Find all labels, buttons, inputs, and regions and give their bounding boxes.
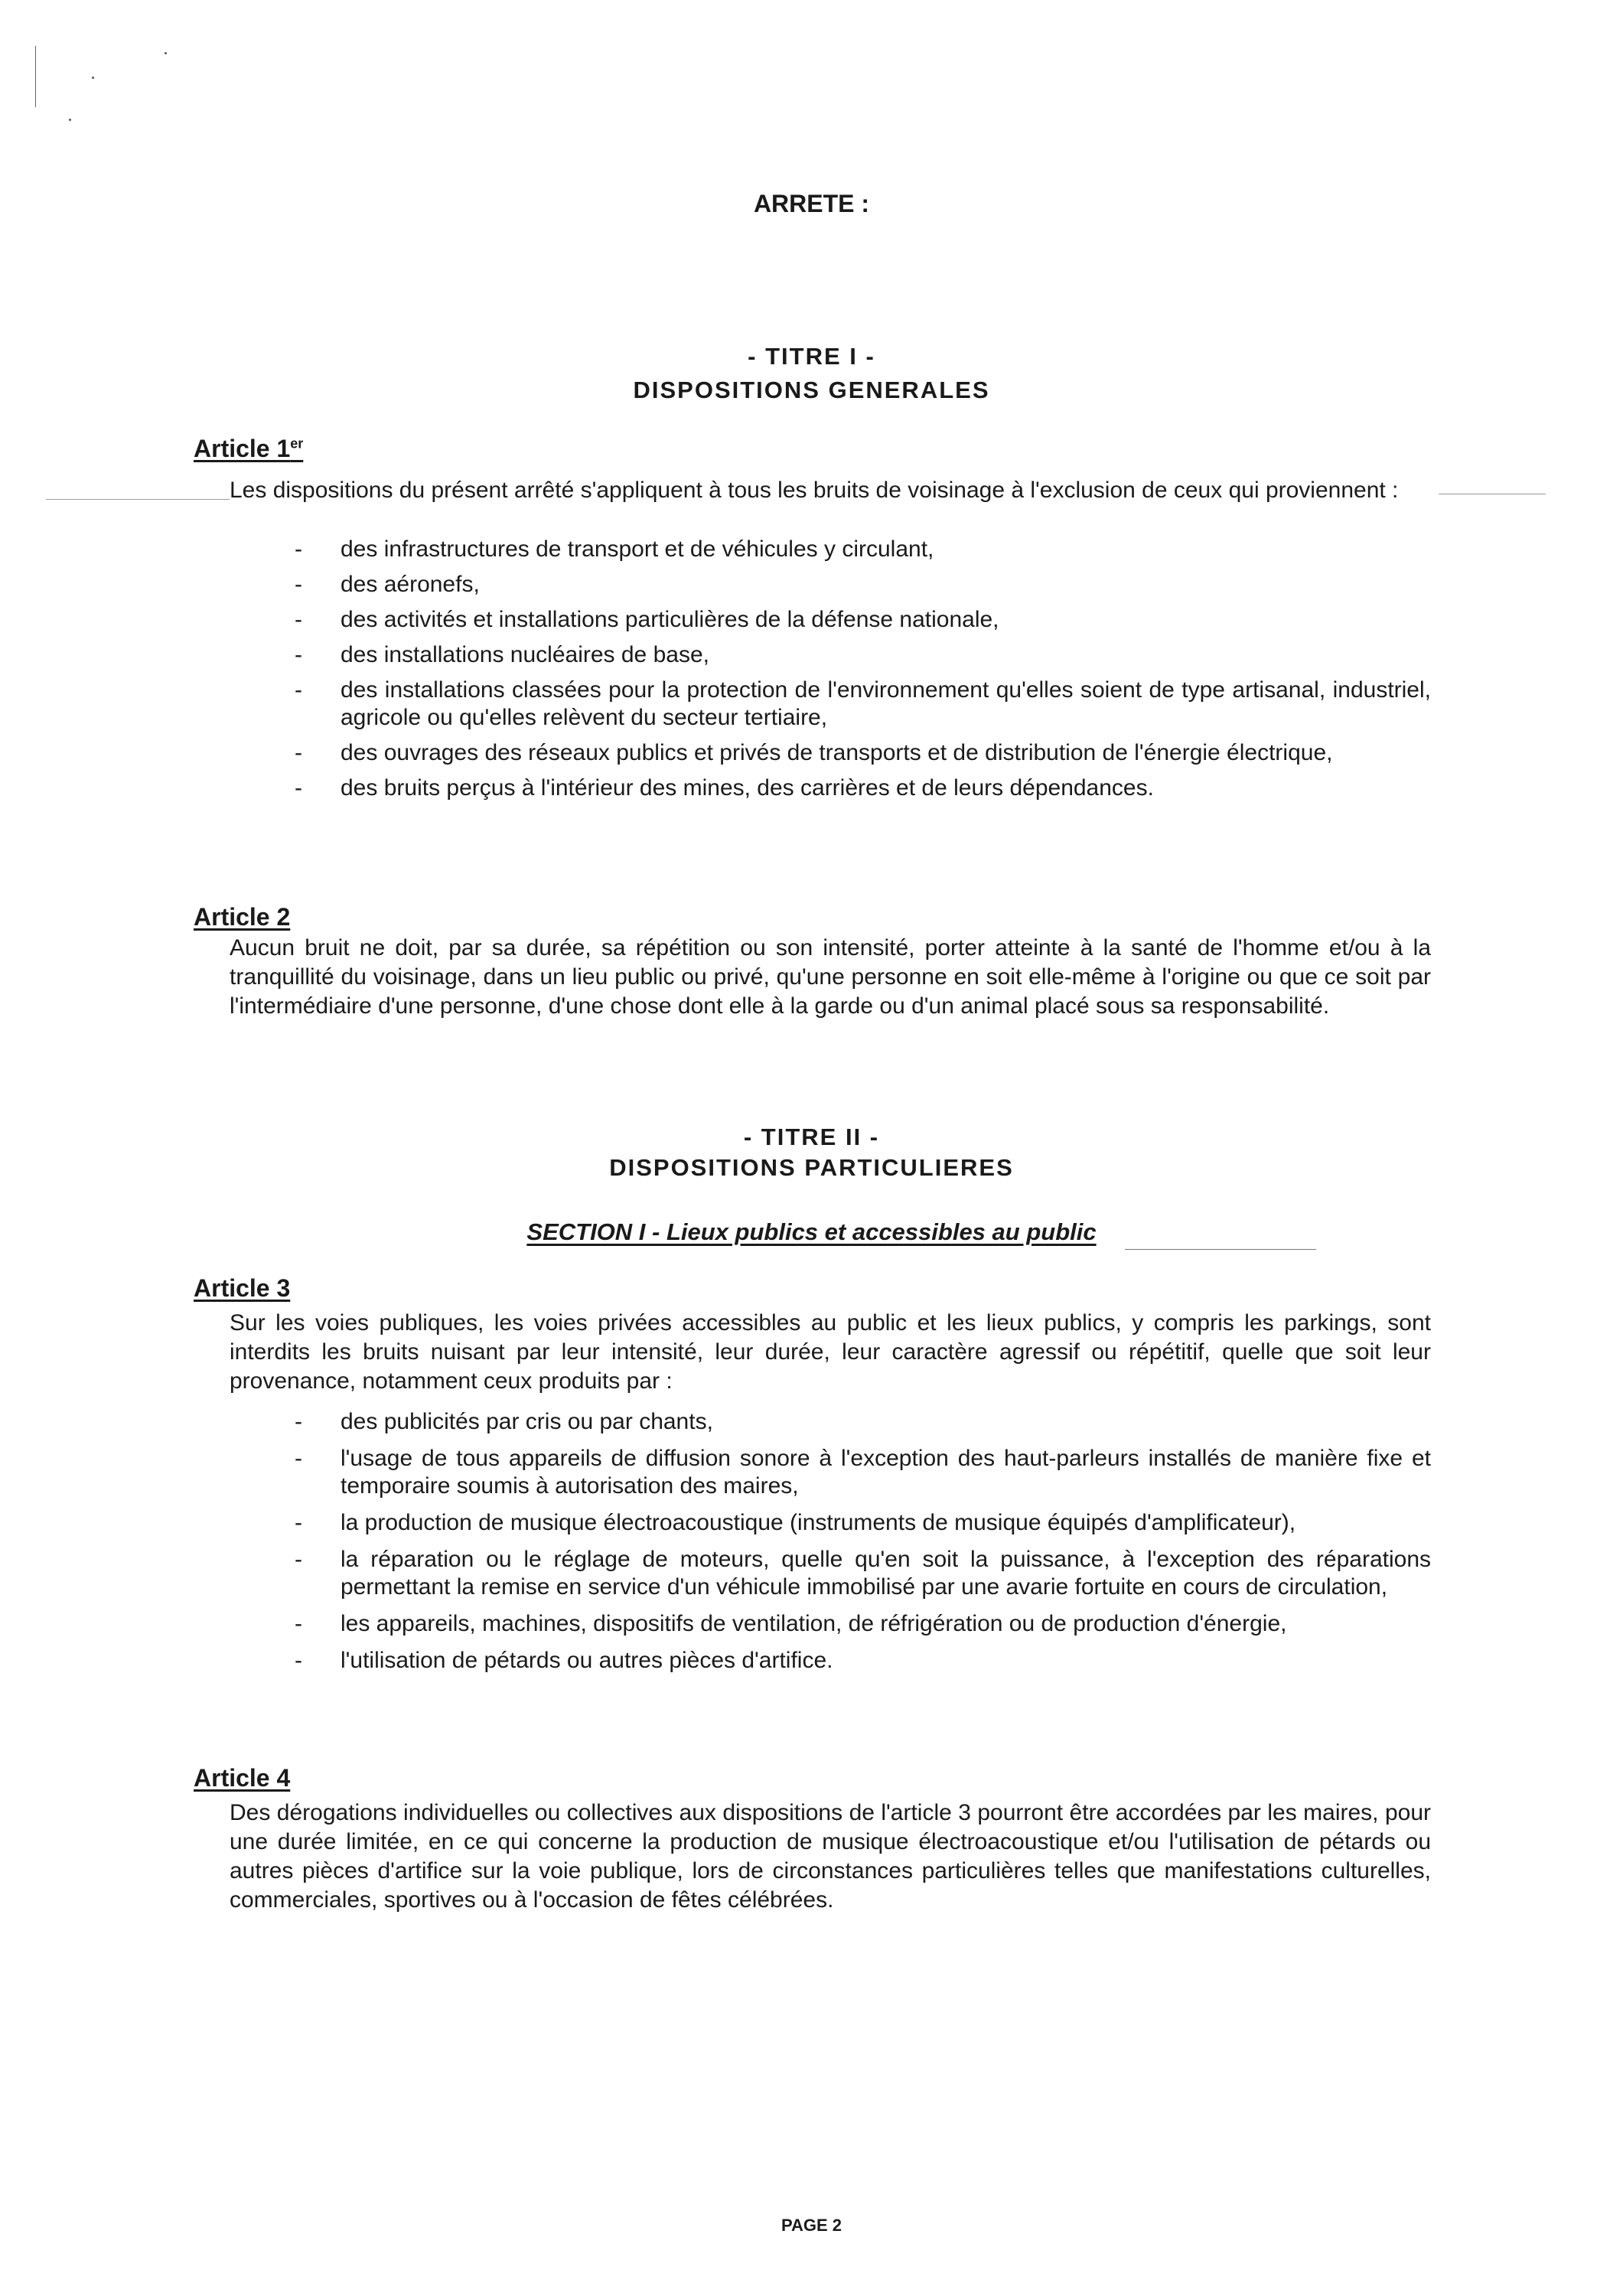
list-item-text: l'utilisation de pétards ou autres pièces d'artifice. bbox=[341, 1648, 833, 1673]
titre-2-label: - TITRE II - bbox=[743, 1124, 880, 1150]
list-dash: - bbox=[295, 1510, 302, 1535]
list-item-text: des installations nucléaires de base, bbox=[341, 642, 709, 667]
article-4-heading: Article 4 bbox=[194, 1764, 291, 1792]
list-dash: - bbox=[295, 607, 302, 632]
list-item bbox=[230, 536, 1431, 563]
document-title: ARRETE : bbox=[753, 190, 870, 217]
scan-artifact bbox=[35, 46, 36, 107]
list-item-text: des bruits perçus à l'intérieur des mines, des carrières et de leurs dépendances. bbox=[341, 775, 1154, 801]
list-dash: - bbox=[295, 642, 302, 667]
list-item bbox=[230, 606, 1431, 634]
scan-artifact bbox=[46, 499, 230, 500]
titre-2-heading: DISPOSITIONS PARTICULIERES bbox=[609, 1154, 1014, 1181]
list-item bbox=[230, 677, 1431, 732]
list-item bbox=[230, 1445, 1431, 1500]
list-item-text: des ouvrages des réseaux publics et privés de transports et de distribution de l'énergie électrique, bbox=[341, 740, 1333, 765]
article-2-text: Aucun bruit ne doit, par sa durée, sa répétition ou son intensité, porter atteinte à la santé de l'homme et/ou à la tranquillité du voisinage, dans un lieu public ou privé, qu'une personne en soit elle-même à l'origine ou que ce soit par l'intermédiaire d'une personne, d'une chose dont elle à la garde ou d'un animal placé sous sa responsabilité. bbox=[230, 935, 1431, 1019]
list-item-text: l'usage de tous appareils de diffusion sonore à l'exception des haut-parleurs installés de manière fixe et temporaire soumis à autorisation des maires, bbox=[341, 1446, 1431, 1499]
list-item bbox=[230, 1509, 1431, 1537]
list-item-text: la réparation ou le réglage de moteurs, quelle qu'en soit la puissance, à l'exception des réparations permettant la remise en service d'un véhicule immobilisé par une avarie fortuite en cours de circulation, bbox=[341, 1547, 1431, 1600]
article-3-heading: Article 3 bbox=[194, 1274, 291, 1302]
list-item bbox=[230, 739, 1431, 767]
section-1-title: SECTION I - Lieux publics et accessibles au public bbox=[526, 1218, 1097, 1245]
article-1-label-sup: er bbox=[290, 435, 304, 452]
list-item bbox=[230, 1610, 1431, 1638]
list-item-text: des installations classées pour la protection de l'environnement qu'elles soient de type artisanal, industriel, agricole ou qu'elles relèvent du secteur tertiaire, bbox=[341, 677, 1431, 730]
list-dash: - bbox=[295, 1446, 302, 1471]
list-item bbox=[230, 571, 1431, 598]
article-3-intro: Sur les voies publiques, les voies privées accessibles au public et les lieux publics, y compris les parkings, sont interdits les bruits nuisant par leur intensité, leur durée, leur caractère agressif ou répétitif, quelle que soit leur provenance, notamment ceux produits par : bbox=[230, 1310, 1431, 1394]
list-dash: - bbox=[295, 1547, 302, 1572]
scan-artifact bbox=[69, 119, 71, 121]
list-dash: - bbox=[295, 572, 302, 597]
list-dash: - bbox=[295, 740, 302, 765]
titre-1-heading: DISPOSITIONS GENERALES bbox=[633, 377, 990, 403]
scan-artifact bbox=[1125, 1249, 1316, 1250]
list-dash: - bbox=[295, 677, 302, 703]
list-dash: - bbox=[295, 1611, 302, 1636]
list-item-text: des publicités par cris ou par chants, bbox=[341, 1409, 713, 1434]
list-dash: - bbox=[295, 775, 302, 801]
article-1-list bbox=[230, 536, 1431, 802]
titre-1-label: - TITRE I - bbox=[748, 343, 875, 370]
article-3-list bbox=[230, 1408, 1431, 1675]
article-1-label: Article 1 bbox=[194, 435, 291, 462]
list-item-text: des aéronefs, bbox=[341, 572, 480, 597]
list-item-text: des activités et installations particulières de la défense nationale, bbox=[341, 607, 999, 632]
list-item bbox=[230, 1546, 1431, 1601]
page-number: PAGE 2 bbox=[781, 2216, 842, 2235]
list-item bbox=[230, 1647, 1431, 1675]
article-1-heading bbox=[194, 435, 303, 463]
scan-artifact bbox=[92, 77, 94, 79]
article-2-heading: Article 2 bbox=[194, 903, 291, 931]
list-dash: - bbox=[295, 1648, 302, 1673]
list-item bbox=[230, 1408, 1431, 1436]
list-dash: - bbox=[295, 1409, 302, 1434]
list-item bbox=[230, 641, 1431, 669]
article-4-text: Des dérogations individuelles ou collectives aux dispositions de l'article 3 pourront être accordées par les maires, pour une durée limitée, en ce qui concerne la production de musique électroacoustique et/ou l'utilisation de pétards ou autres pièces d'artifice sur la voie publique, lors de circonstances particulières telles que manifestations culturelles, commerciales, sportives ou à l'occasion de fêtes célébrées. bbox=[230, 1800, 1431, 1913]
list-item bbox=[230, 775, 1431, 802]
article-1-intro: Les dispositions du présent arrêté s'appliquent à tous les bruits de voisinage à l'exclusion de ceux qui proviennent : bbox=[230, 478, 1399, 503]
list-item-text: des infrastructures de transport et de véhicules y circulant, bbox=[341, 536, 934, 562]
list-item-text: les appareils, machines, dispositifs de ventilation, de réfrigération ou de production d'énergie, bbox=[341, 1611, 1287, 1636]
list-dash: - bbox=[295, 536, 302, 562]
list-item-text: la production de musique électroacoustique (instruments de musique équipés d'amplificateur), bbox=[341, 1510, 1296, 1535]
scan-artifact bbox=[165, 52, 167, 54]
